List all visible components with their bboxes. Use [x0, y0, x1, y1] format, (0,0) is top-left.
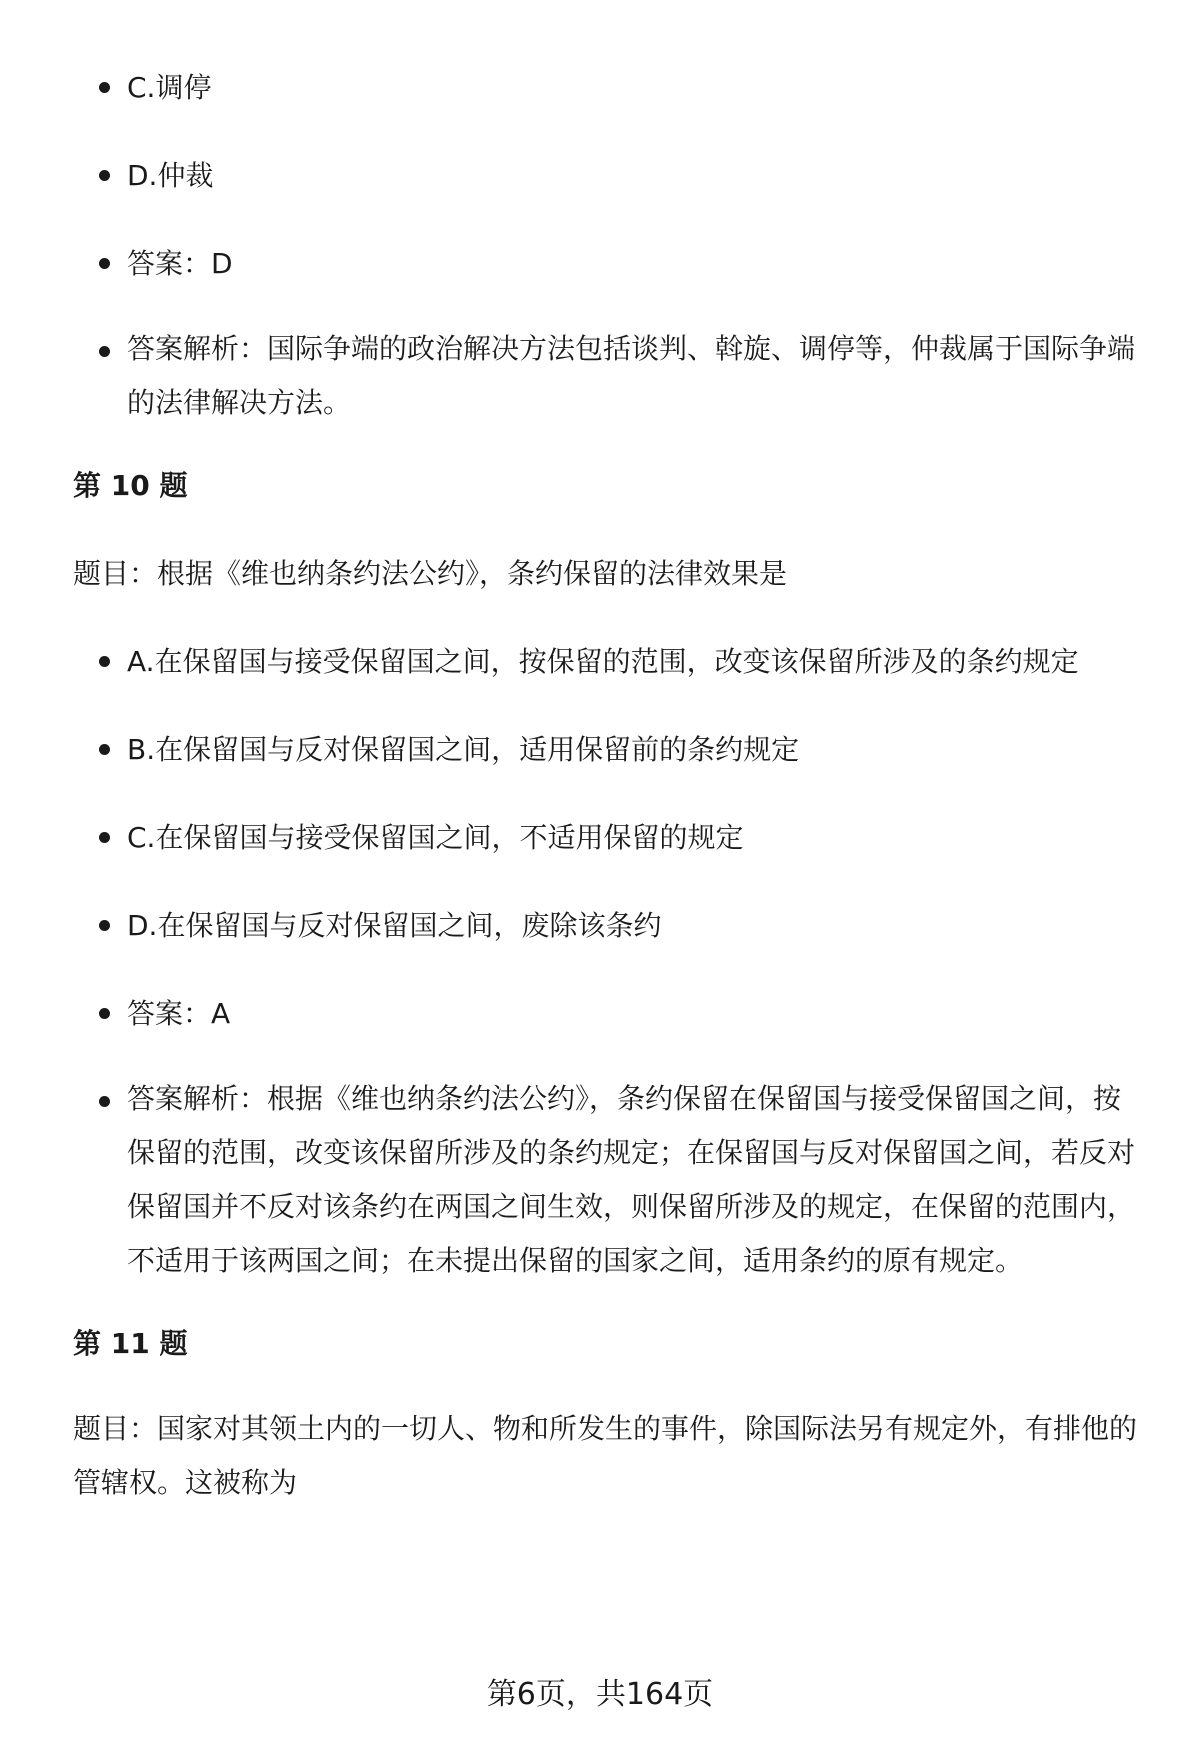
- option-b: [73, 720, 1143, 780]
- answer-text: 答案：A: [127, 997, 231, 1030]
- bullet-icon: [99, 258, 110, 269]
- option-d: [73, 146, 1143, 206]
- option-text: C.调停: [127, 71, 212, 104]
- answer-text: 答案：D: [127, 247, 233, 280]
- question-11-heading: 第 11 题: [73, 1327, 188, 1360]
- bullet-icon: [99, 920, 110, 931]
- bullet-icon: [99, 832, 110, 843]
- question-10-stem: 题目：根据《维也纳条约法公约》，条约保留的法律效果是: [73, 557, 788, 590]
- bullet-icon: [99, 346, 110, 357]
- question-9-tail-list: [73, 58, 1143, 430]
- option-text: A.在保留国与接受保留国之间，按保留的范围，改变该保留所涉及的条约规定: [127, 645, 1079, 678]
- bullet-icon: [99, 1008, 110, 1019]
- bullet-icon: [99, 82, 110, 93]
- answer: [73, 234, 1143, 294]
- option-text: C.在保留国与接受保留国之间，不适用保留的规定: [127, 821, 744, 854]
- bullet-icon: [99, 1096, 110, 1107]
- option-text: D.在保留国与反对保留国之间，废除该条约: [127, 909, 662, 942]
- option-a: [73, 632, 1143, 692]
- bullet-icon: [99, 656, 110, 667]
- option-c: [73, 58, 1143, 118]
- explanation-text: 答案解析：国际争端的政治解决方法包括谈判、斡旋、调停等，仲裁属于国际争端的法律解决方法。: [127, 332, 1136, 419]
- page-number: 第6页，共164页: [486, 1677, 714, 1712]
- option-c: [73, 808, 1143, 868]
- option-d: [73, 896, 1143, 956]
- question-11-stem: 题目：国家对其领土内的一切人、物和所发生的事件，除国际法另有规定外，有排他的管辖权。这被称为: [73, 1412, 1138, 1499]
- question-10-list: [73, 632, 1143, 1288]
- explanation-text: 答案解析：根据《维也纳条约法公约》，条约保留在保留国与接受保留国之间，按保留的范围，改变该保留所涉及的条约规定；在保留国与反对保留国之间，若反对保留国并不反对该条约在两国之间生效，则保留所涉及的规定，在保留的范围内，不适用于该两国之间；在未提出保留的国家之间，适用条约的原有规定。: [127, 1082, 1136, 1277]
- answer-explanation: [73, 322, 1143, 430]
- bullet-icon: [99, 170, 110, 181]
- option-text: B.在保留国与反对保留国之间，适用保留前的条约规定: [127, 733, 800, 766]
- answer: [73, 984, 1143, 1044]
- question-10-heading: 第 10 题: [73, 469, 188, 502]
- option-text: D.仲裁: [127, 159, 214, 192]
- bullet-icon: [99, 744, 110, 755]
- page-content: [73, 58, 1143, 1538]
- answer-explanation: [73, 1072, 1143, 1288]
